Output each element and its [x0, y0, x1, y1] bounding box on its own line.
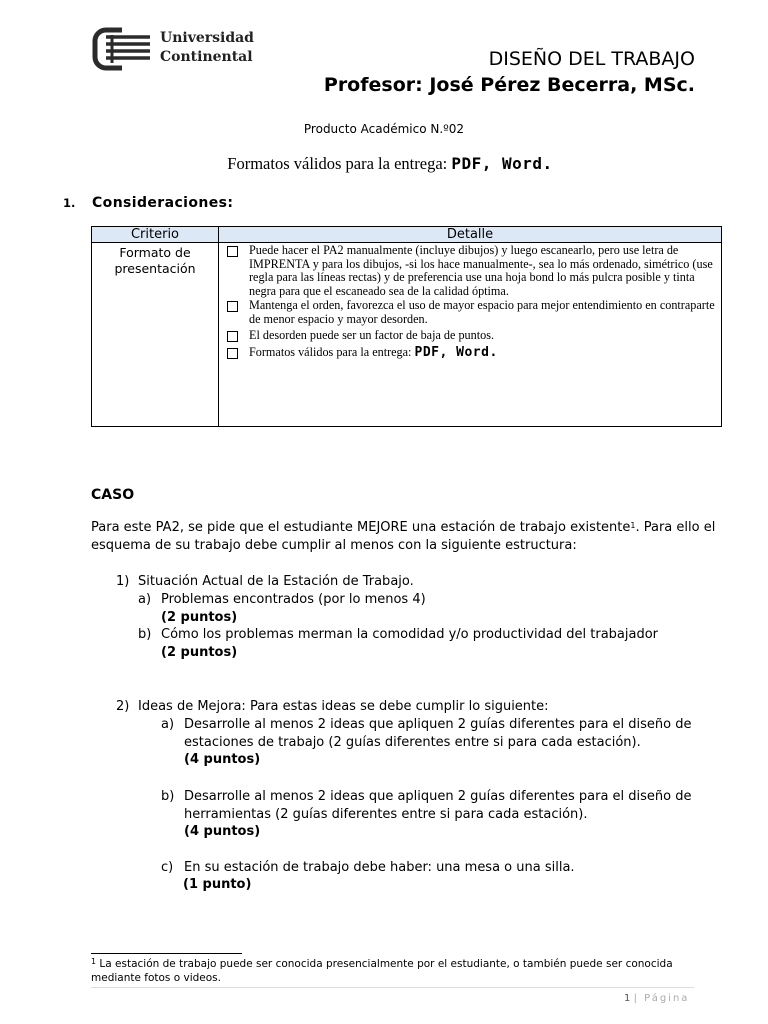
- section-title: Consideraciones:: [92, 195, 234, 211]
- product-label: Producto Académico N.º02: [303, 122, 465, 136]
- footnote-ref: 1: [630, 521, 636, 530]
- item2b-number: b): [161, 789, 175, 804]
- item1b-label: Cómo los problemas merman la comodidad y/o productividad del trabajador: [161, 627, 659, 642]
- item2-label: Ideas de Mejora: Para estas ideas se debe cumplir lo siguiente:: [138, 699, 549, 714]
- item1b-number: b): [138, 627, 152, 642]
- formats-prefix: Formatos válidos para la entrega:: [227, 154, 452, 173]
- header-criterio: Criterio: [92, 227, 219, 243]
- item2a-line1: Desarrolle al menos 2 ideas que apliquen 2 guías diferentes para el diseño de: [184, 717, 692, 732]
- detail-text: Formatos válidos para la entrega:: [249, 344, 415, 359]
- checkbox-icon: [227, 348, 238, 359]
- item2b-line2: herramientas (2 guías diferentes entre si para cada estación).: [184, 807, 588, 822]
- professor-name: Profesor: José Pérez Becerra, MSc.: [323, 74, 695, 96]
- item2a-line2: estaciones de trabajo (2 guías diferentes entre si para cada estación).: [184, 735, 641, 750]
- caso-title: CASO: [91, 487, 135, 503]
- page-number: 1: [624, 993, 631, 1004]
- logo-line1: Universidad: [160, 30, 254, 46]
- detail-item: [227, 329, 715, 343]
- detail-text: Puede hacer el PA2 manualmente (incluye dibujos) y luego escanearlo, pero use letra de IMPRENTA y para los dibujos, -si los hace manualmente-, sea lo más ordenado, simétrico (use regla para las líneas rectas) y de preferencia use una hoja bond lo más pulcra posible y tinta negra para que el escaneado sea de la calidad óptima.: [249, 243, 713, 298]
- checkbox-icon: [227, 301, 238, 312]
- detail-item: [227, 244, 715, 298]
- header-detalle: Detalle: [219, 227, 722, 243]
- section-heading: [63, 195, 233, 211]
- checkbox-icon: [227, 331, 238, 342]
- item1b-points: (2 puntos): [161, 645, 238, 660]
- item1a-number: a): [138, 592, 152, 607]
- footnote-text: La estación de trabajo puede ser conocida presencialmente por el estudiante, o también puede ser conocida mediante fotos o videos.: [91, 958, 673, 984]
- page-footer: [624, 993, 689, 1004]
- item2b-points: (4 puntos): [184, 824, 261, 839]
- detail-cell: [219, 243, 722, 427]
- footer-divider: [91, 987, 694, 988]
- detail-item: [227, 346, 715, 360]
- formats-value: PDF, Word.: [451, 154, 553, 173]
- caso-intro: [91, 519, 731, 555]
- footnote-marker: 1: [91, 957, 97, 966]
- item1a-points: (2 puntos): [161, 610, 238, 625]
- caso-intro-b: . Para ello el esquema de su trabajo debe cumplir al menos con la siguiente estructura:: [91, 520, 716, 553]
- detail-item: [227, 299, 715, 326]
- criterion-cell: [92, 243, 219, 427]
- item2c-points: (1 punto): [183, 877, 252, 892]
- page-label: | Página: [633, 993, 690, 1004]
- course-title: DISEÑO DEL TRABAJO: [488, 48, 695, 70]
- item2c-number: c): [161, 860, 174, 875]
- item1a-label: Problemas encontrados (por lo menos 4): [161, 592, 426, 607]
- item2-number: 2): [116, 699, 130, 714]
- item2a-points: (4 puntos): [184, 752, 261, 767]
- item2b-line1: Desarrolle al menos 2 ideas que apliquen 2 guías diferentes para el diseño de: [184, 789, 692, 804]
- university-logo: [92, 27, 252, 71]
- table-header-row: [92, 227, 722, 243]
- logo-line2: Continental: [160, 49, 253, 65]
- university-logo-icon: [92, 27, 152, 71]
- item1-label: Situación Actual de la Estación de Trabajo.: [138, 574, 414, 589]
- formats-line: [0, 154, 768, 174]
- footnote-separator: [91, 953, 242, 954]
- section-number: 1.: [63, 196, 76, 210]
- item2a-number: a): [161, 717, 175, 732]
- table-row: [92, 243, 722, 427]
- detail-text: Mantenga el orden, favorezca el uso de mayor espacio para mejor entendimiento en contraparte de menor espacio y mayor desorden.: [249, 298, 715, 326]
- criteria-table: [91, 226, 722, 427]
- detail-text: El desorden puede ser un factor de baja de puntos.: [249, 328, 495, 342]
- footnote: [91, 957, 711, 985]
- checkbox-icon: [227, 246, 238, 257]
- item1-number: 1): [116, 574, 130, 589]
- item2c-label: En su estación de trabajo debe haber: una mesa o una silla.: [184, 860, 575, 875]
- caso-intro-a: Para este PA2, se pide que el estudiante MEJORE una estación de trabajo existente: [91, 520, 631, 535]
- criterion-label: Formato de presentación: [114, 245, 196, 276]
- detail-formats: PDF, Word.: [414, 344, 498, 360]
